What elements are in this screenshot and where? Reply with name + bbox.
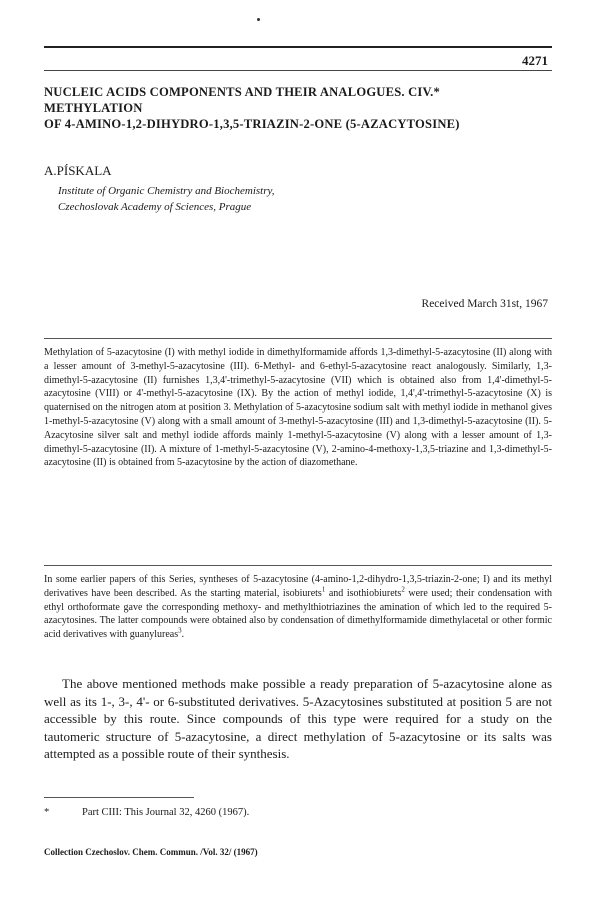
- intro-text-2: and isothiobiurets: [325, 587, 402, 599]
- journal-footer: Collection Czechoslov. Chem. Commun. /Vol. 32/ (1967): [44, 847, 258, 857]
- intro-text-3: were used; their condensation with ethyl orthoformate gave the corresponding methoxy- and methylthiotriazines the amination of which led to the required 5-azacytosines. The latter compounds were obtained also by condensation of dimethylformamide dimethylacetal or other formic acid derivatives with guanylureas: [44, 587, 552, 641]
- intro-text-1: In some earlier papers of this Series, syntheses of 5-azacytosine (4-amino-1,2-dihydro-1,3,5-triazin-2-one; I) and its methyl derivatives have been described. As the starting material, isobiurets: [44, 574, 552, 599]
- reference-3: 3: [178, 626, 182, 635]
- scan-speck: [257, 18, 260, 21]
- top-rule: [44, 46, 552, 48]
- affiliation-line-2: Czechoslovak Academy of Sciences, Prague: [58, 201, 252, 213]
- footnote: [44, 807, 249, 818]
- footnote-rule: [44, 797, 194, 798]
- abstract-top-rule: [44, 338, 552, 339]
- intro-text-4: .: [181, 629, 185, 641]
- reference-1: 1: [321, 585, 326, 594]
- footnote-text: Part CIII: This Journal 32, 4260 (1967).: [82, 807, 250, 818]
- page-number: 4271: [522, 53, 548, 68]
- title-line-3: OF 4-AMINO-1,2-DIHYDRO-1,3,5-TRIAZIN-2-ONE (5-AZACYTOSINE): [44, 117, 460, 131]
- affiliation-line-1: Institute of Organic Chemistry and Biochemistry,: [58, 185, 275, 197]
- article-title: [44, 84, 554, 132]
- received-date: Received March 31st, 1967: [421, 298, 548, 310]
- reference-2: 2: [401, 585, 405, 594]
- author-name: A.PÍSKALA: [44, 163, 112, 178]
- header-rule: [44, 70, 552, 71]
- title-line-2: METHYLATION: [44, 101, 143, 115]
- abstract-bottom-rule: [44, 565, 552, 566]
- intro-paragraph: [44, 573, 552, 642]
- footnote-marker: *: [44, 807, 50, 818]
- abstract: Methylation of 5-azacytosine (I) with methyl iodide in dimethylformamide affords 1,3-dimethyl-5-azacytosine (II) along with a lesser amount of 3-methyl-5-azacytosine (III). 6-Methyl- and 6-ethyl-5-azacytosine react analogously. Similarly, 1,3-dimethyl-5-azacytosine (II) furnishes 1,3,4'-trimethyl-5-azacytosine (VII) which is obtained also from 1,4'-dimethyl-5-azacytosine (VIII) or 4'-methyl-5-azacytosine (IX). By the action of methyl iodide, 1,4',4'-trimethyl-5-azacytosine (X) is quaternised on the nitrogen atom at position 3. Methylation of 5-azacytosine sodium salt with methyl iodide in methanol gives 1-methyl-5-azacytosine (V) along with a small amount of 3-methyl-5-azacytosine (III) and 1,3-dimethyl-5-azacytosine (II). 5-Azacytosine silver salt and methyl iodide affords mainly 1-methyl-5-azacytosine (V) along with a lesser amount of 1,3-dimethyl-5-azacytosine (II). A mixture of 1-methyl-5-azacytosine (V), 2-amino-4-methoxy-1,3,5-triazine and 1,3-dimethyl-5-azacytosine (II) is obtained from 5-azacytosine by the action of diazomethane.: [44, 347, 552, 469]
- affiliation: [58, 183, 275, 215]
- title-line-1: NUCLEIC ACIDS COMPONENTS AND THEIR ANALOGUES. CIV.*: [44, 85, 441, 99]
- body-paragraph: The above mentioned methods make possible a ready preparation of 5-azacytosine alone as well as its 1-, 3-, 4'- or 6-substituted derivatives. 5-Azacytosines substituted at position 5 are not accessible by this route. Since compounds of this type were required for a study on the tautomeric structure of 5-azacytosine, a direct methylation of 5-azacytosine or its salts was attempted as a possible route of their synthesis.: [44, 676, 552, 762]
